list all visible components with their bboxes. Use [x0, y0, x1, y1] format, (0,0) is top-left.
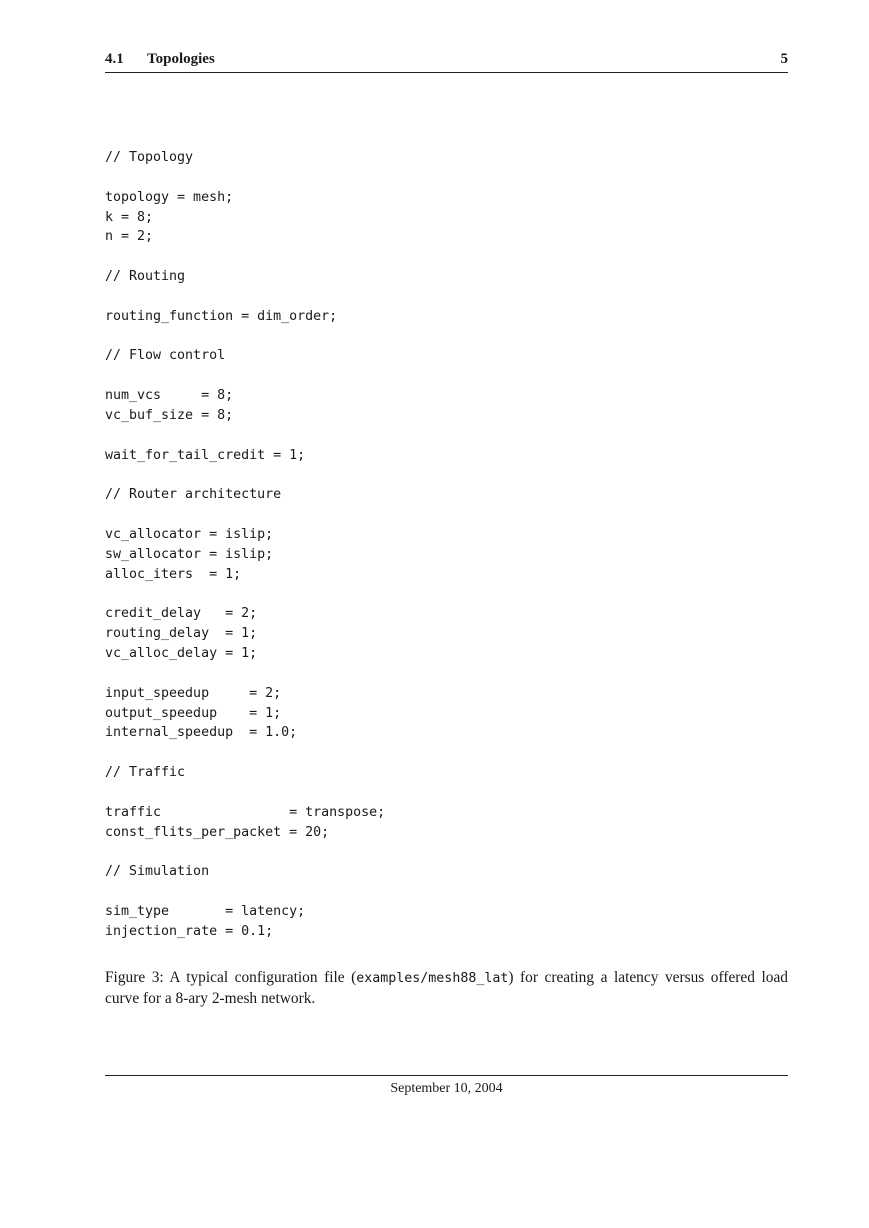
code-line: vc_alloc_delay = 1; [105, 646, 258, 662]
figure-label: Figure 3: [105, 969, 164, 986]
code-comment-line: // Topology [105, 150, 194, 165]
code-comment-line: // Traffic [105, 765, 186, 781]
code-blank-line [105, 843, 385, 863]
footer-date: September 10, 2004 [390, 1081, 503, 1096]
code-line: internal_speedup = 1.0; [105, 725, 298, 741]
code-line: injection_rate = 0.1; [105, 923, 274, 939]
code-line: routing_function = dim_order; [105, 308, 338, 324]
code-comment-line: // Router architecture [105, 487, 282, 503]
code-line: traffic = transpose; [105, 804, 386, 820]
code-blank-line [105, 664, 385, 684]
code-blank-line [105, 247, 385, 267]
code-comment-line: // Routing [105, 269, 186, 285]
code-blank-line [105, 287, 385, 307]
page-number: 5 [780, 51, 788, 67]
footer-rule [105, 1075, 788, 1076]
code-line: routing_delay = 1; [105, 626, 258, 642]
caption-text-after: ) for creating a latency versus offered load curve for a 8-ary 2-mesh network. [105, 969, 788, 1007]
code-line: vc_allocator = islip; [105, 527, 274, 543]
code-line: input_speedup = 2; [105, 685, 282, 701]
code-blank-line [105, 585, 385, 605]
code-comment-line: // Simulation [105, 864, 210, 880]
code-blank-line [105, 366, 385, 386]
code-line: sw_allocator = islip; [105, 546, 274, 562]
code-blank-line [105, 783, 385, 803]
code-blank-line [105, 743, 385, 763]
figure-caption [105, 968, 788, 1009]
code-line: sim_type = latency; [105, 904, 306, 920]
code-blank-line [105, 466, 385, 486]
section-title: Topologies [147, 51, 215, 67]
code-blank-line [105, 327, 385, 347]
code-line: output_speedup = 1; [105, 705, 282, 721]
code-line: wait_for_tail_credit = 1; [105, 447, 306, 463]
code-blank-line [105, 426, 385, 446]
code-line: alloc_iters = 1; [105, 566, 242, 582]
code-line: credit_delay = 2; [105, 606, 258, 622]
code-line: const_flits_per_packet = 20; [105, 824, 330, 840]
caption-file-path: examples/mesh88_lat [356, 971, 509, 986]
caption-text-before: A typical configuration file ( [169, 969, 357, 986]
code-blank-line [105, 882, 385, 902]
config-code-listing [105, 148, 385, 942]
code-line: topology = mesh; [105, 189, 234, 205]
code-line: k = 8; [105, 209, 154, 225]
code-comment-line: // Flow control [105, 348, 226, 364]
code-line: num_vcs = 8; [105, 388, 234, 404]
code-blank-line [105, 505, 385, 525]
section-number: 4.1 [105, 51, 124, 67]
code-line: vc_buf_size = 8; [105, 407, 234, 423]
running-header [105, 51, 788, 73]
code-line: n = 2; [105, 229, 154, 245]
code-blank-line [105, 168, 385, 188]
